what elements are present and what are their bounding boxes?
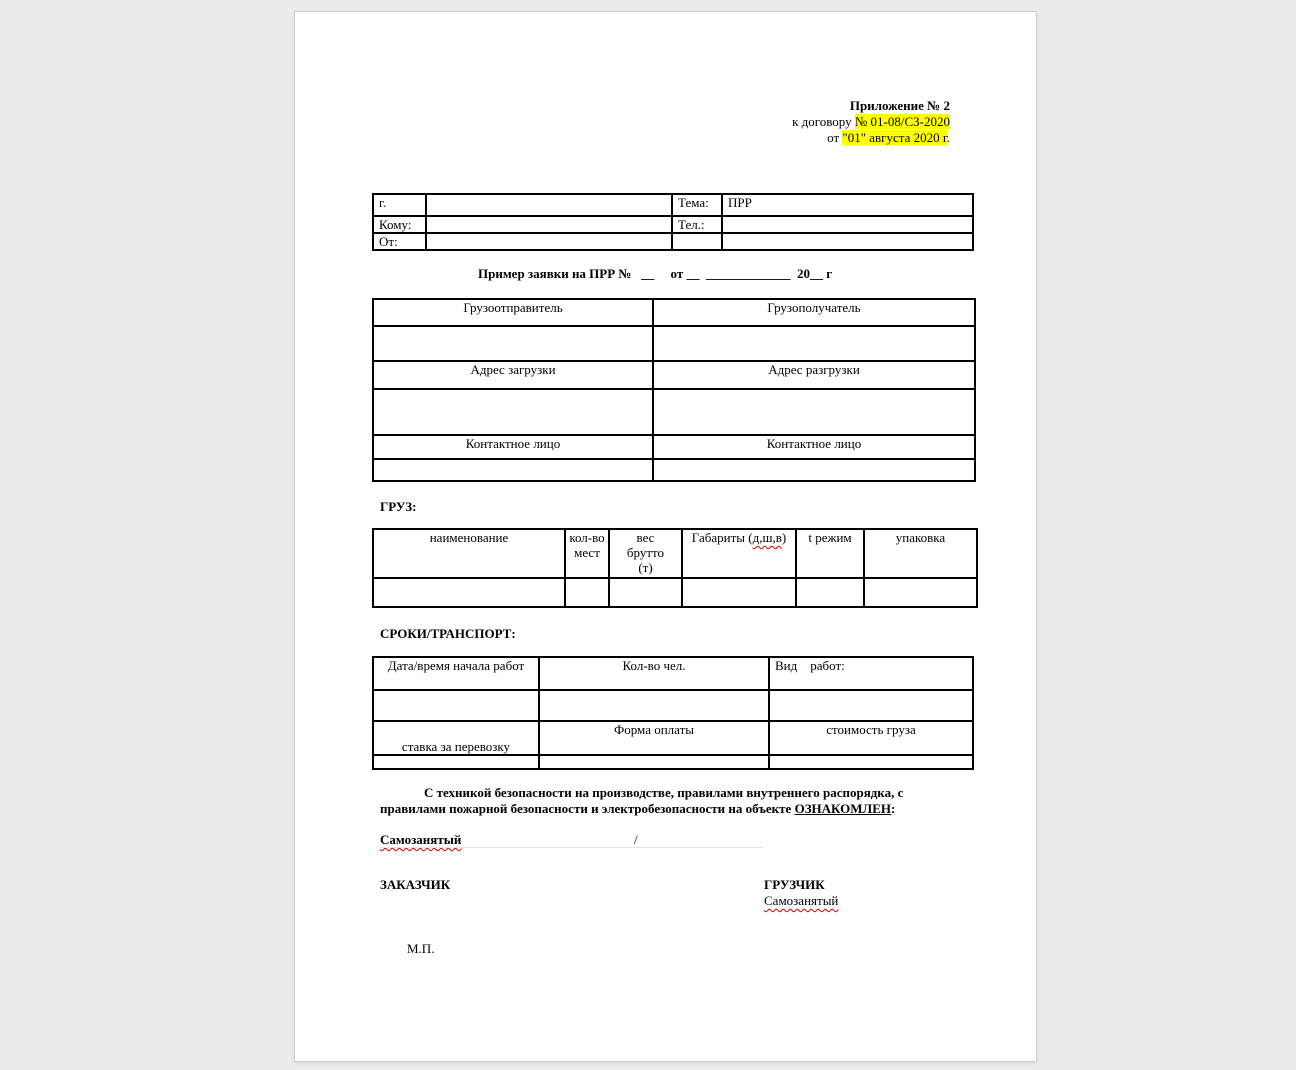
loader-label: ГРУЗЧИК — [764, 877, 825, 892]
cargo-table — [372, 528, 978, 608]
contract-number: № 01-08/СЗ-2020 — [854, 114, 950, 129]
start-datetime-header: Дата/время начала работ — [373, 657, 539, 690]
contact-right-header: Контактное лицо — [653, 435, 975, 459]
people-count-field[interactable] — [539, 690, 769, 721]
loader-sub-label: Самозанятый — [764, 893, 839, 908]
cargo-temp-field[interactable] — [796, 578, 864, 607]
shipper-header: Грузоотправитель — [373, 299, 653, 326]
consignee-header: Грузополучатель — [653, 299, 975, 326]
city-field[interactable] — [426, 194, 672, 216]
appendix-title: Приложение № 2 — [849, 98, 950, 113]
cargo-col-weight: вес брутто (т) — [609, 529, 682, 578]
from-label: От: — [373, 233, 426, 250]
parties-table — [372, 298, 976, 482]
signature-slash: / — [634, 832, 638, 847]
payment-form-field[interactable] — [539, 755, 769, 769]
subject-field[interactable]: ПРР — [722, 194, 973, 216]
cargo-col-qty: кол-во мест — [565, 529, 609, 578]
from-field[interactable] — [426, 233, 672, 250]
contact-left-header: Контактное лицо — [373, 435, 653, 459]
phone-field[interactable] — [722, 216, 973, 233]
work-type-header: Вид работ: — [769, 657, 973, 690]
phone-label: Тел.: — [672, 216, 722, 233]
terms-heading: СРОКИ/ТРАНСПОРТ: — [380, 626, 516, 641]
consignee-field[interactable] — [653, 326, 975, 361]
contract-line: к договору № 01-08/СЗ-2020 — [792, 114, 950, 129]
contract-date: "01" августа 2020 г — [842, 130, 947, 145]
cargo-dims-field[interactable] — [682, 578, 796, 607]
request-title: Пример заявки на ПРР № __ от __ _____________ 20__ г — [478, 266, 833, 281]
cargo-col-temp: t режим — [796, 529, 864, 578]
contract-date-line: от "01" августа 2020 г. — [827, 130, 950, 145]
rate-field[interactable] — [373, 755, 539, 769]
contact-left-field[interactable] — [373, 459, 653, 481]
safety-statement: С техникой безопасности на производстве, правилами внутреннего распорядка, с правилами пожарной безопасности и электробезопасности на объекте ОЗНАКОМЛЕН: — [380, 785, 904, 816]
dims-units: д,ш,в — [752, 530, 782, 545]
cargo-qty-field[interactable] — [565, 578, 609, 607]
contact-right-field[interactable] — [653, 459, 975, 481]
cargo-heading: ГРУЗ: — [380, 499, 417, 514]
seal-label: М.П. — [407, 941, 435, 956]
cargo-col-packing: упаковка — [864, 529, 977, 578]
load-address-field[interactable] — [373, 389, 653, 435]
terms-table — [372, 656, 974, 770]
cargo-weight-field[interactable] — [609, 578, 682, 607]
recipient-table — [372, 193, 974, 251]
cargo-col-dims: Габариты (д,ш,в) — [682, 529, 796, 578]
cargo-value-header: стоимость груза — [769, 721, 973, 755]
people-count-header: Кол-во чел. — [539, 657, 769, 690]
subject-label: Тема: — [672, 194, 722, 216]
payment-form-header: Форма оплаты — [539, 721, 769, 755]
cargo-value-field[interactable] — [769, 755, 973, 769]
to-label: Кому: — [373, 216, 426, 233]
document-page — [295, 12, 1036, 1061]
signature-line — [380, 847, 763, 848]
start-datetime-field[interactable] — [373, 690, 539, 721]
cargo-packing-field[interactable] — [864, 578, 977, 607]
empty-field[interactable] — [722, 233, 973, 250]
appendix-header — [675, 98, 950, 146]
city-label: г. — [373, 194, 426, 216]
empty-label — [672, 233, 722, 250]
unload-address-field[interactable] — [653, 389, 975, 435]
acknowledged-word: ОЗНАКОМЛЕН — [794, 801, 892, 816]
shipper-field[interactable] — [373, 326, 653, 361]
self-employed-signature-label: Самозанятый — [380, 832, 462, 847]
unload-address-header: Адрес разгрузки — [653, 361, 975, 389]
customer-label: ЗАКАЗЧИК — [380, 877, 451, 892]
cargo-col-name: наименование — [373, 529, 565, 578]
rate-header: ставка за перевозку — [373, 721, 539, 755]
to-field[interactable] — [426, 216, 672, 233]
cargo-name-field[interactable] — [373, 578, 565, 607]
load-address-header: Адрес загрузки — [373, 361, 653, 389]
work-type-field[interactable] — [769, 690, 973, 721]
